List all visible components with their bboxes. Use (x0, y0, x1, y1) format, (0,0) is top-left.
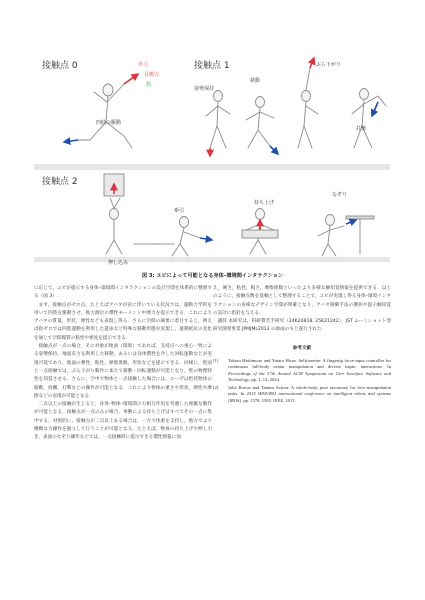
label-stroke: なぞり (332, 192, 348, 198)
paragraph: 二点以上の接触が生じると，身体–物体–環境間の力相互作用を考慮した複雑な動作が可能となる．接触点が一点のみの場合，単動による持ち上げはすべてその一点に集中する．対照的に，接触点が二点以上ある場合は，一方で体重を支持し，他方でより精緻な力操作を独立して行うことが可能となる．たとえば，物体の持ち上げや押し引き，表面のなぞり操作などでは，一点接触時に提示できる慣性情報に加 (34, 402, 212, 441)
label-external-force: 外力 (138, 62, 149, 68)
reference-authors: Julia Borras and Tamim Asfour. A whole-body pose taxonomy for loco-manipulation tasks. In (228, 384, 391, 397)
label-contact-point-2: 接触点 2 (42, 177, 78, 187)
figure-illustration (34, 44, 390, 270)
reference-item (213, 358, 391, 384)
paragraph: 接触点が一点の場合，その対象が地面（環境）であれば，支持点への重心一致による姿勢保持，地面反力を利用した移動，あるいは身体慣性を介した回転運動などが実現可能であり，地面の弾性，粘性，摩擦係数，形状などを提示できる．同様に，壁面と一点接触では，ぶら下がり動作に加えて移動・回転運動が可能となり，壁の物理特性を知覚させる．さらに，空中で物体と一点接触した場合には，ユーザは把持物体の移動，投擲，打撃などの操作が可能となる．これにより物体の重さや形状，弾性や摩擦などの表現が可能となる． (34, 344, 212, 399)
figure-3 (34, 44, 390, 270)
reference-authors: Takeru Hashimoto and Yutaro Hirao. Selfrionette: A fingertip force-input controller for continuous full-body avatar manipulation and diverse haptic interactions. In (228, 358, 391, 370)
label-move: 移動 (250, 78, 261, 84)
figure-lift (242, 209, 278, 255)
figure-stroke (318, 215, 374, 257)
reference-venue: 2015 IEEE/RSJ international conference on intelligent robots and systems (IROS) (228, 391, 392, 403)
label-strike: 打撃 (356, 126, 367, 132)
label-lift: 持ち上げ (254, 200, 275, 206)
figure-floating-avatar (78, 82, 132, 148)
figure-move (246, 97, 274, 149)
label-posture-hold: 姿勢保持 (194, 86, 215, 92)
reference-number: [2] (213, 384, 219, 390)
reference-venue: Proceedings of the 37th Annual ACM Symposium on User Interface Software and Technology (228, 370, 391, 383)
figure-strike (352, 89, 386, 149)
reference-number: [1] (213, 358, 219, 364)
references-heading: 参考文献 (292, 345, 312, 351)
label-limb-drive: 四肢の駆動 (96, 120, 122, 126)
acknowledgement: 謝辞 本研究は，科研費若手研究（24K20818, 25K21242），JST ムーンショット型研究開発事業 JPMJMs2013 の助成のもと遂行された． (213, 319, 391, 333)
figure-posture-hold (206, 91, 230, 149)
reference-tail: , pp. 1–14, 2024. (249, 377, 281, 383)
figure-caption: 図 3: ユビによって可能となる身体–環境間インタラクション (141, 273, 284, 279)
paragraph: に応じて，ユビが提示する身体–環境間インタラクションの設計空間を体系的に整理する（図 3）. (34, 286, 212, 300)
figure-hang (298, 68, 318, 148)
label-finger: 指 (146, 82, 152, 88)
label-hang: ぶら下がり (316, 62, 342, 68)
label-contact-point-1: 接触点 1 (194, 61, 230, 71)
label-push-in: 押し込み (108, 260, 129, 266)
label-drag: 牽引 (174, 208, 185, 214)
paragraph: まず，接触点がゼロ点，たとえばアバタが宙に浮いている状況では，運動力学的を用いて四肢を駆動させ，推力源位の慣性モーメント中弾力を提示できる．これによりアバタの質量，形状，弾性なども表現し得る．さらに空間の摘要に着目すると，例えば指ゼロでは四肢運動を利用した遊泳など特殊な移動形態が実現し，運動抵抗の変化を通じて空間媒質の粘性や密度を提示できる． (34, 302, 212, 341)
reference-tail: , pp. 1578–1585. IEEE, 2015. (241, 397, 296, 403)
figure-drag (134, 217, 200, 257)
reference-text (228, 358, 391, 384)
paragraph: え，硬さ，粘性，粗さ，摩擦係数といったより多様な触知覚情報を提供できる．以上のように，接触点数を基軸として整理することで，ユビが実現し得る身体–環境インタラクションの多様なデザイン空間が明確となり，アバタ制御手法の選択や提示触知覚の設計に指針を与える． (213, 286, 391, 316)
reference-item (213, 385, 391, 404)
reference-text (228, 385, 391, 404)
right-column (213, 285, 391, 405)
label-target-force: 目標力 (144, 72, 160, 78)
left-column (34, 285, 212, 443)
label-contact-point-0: 接触点 0 (42, 61, 78, 71)
